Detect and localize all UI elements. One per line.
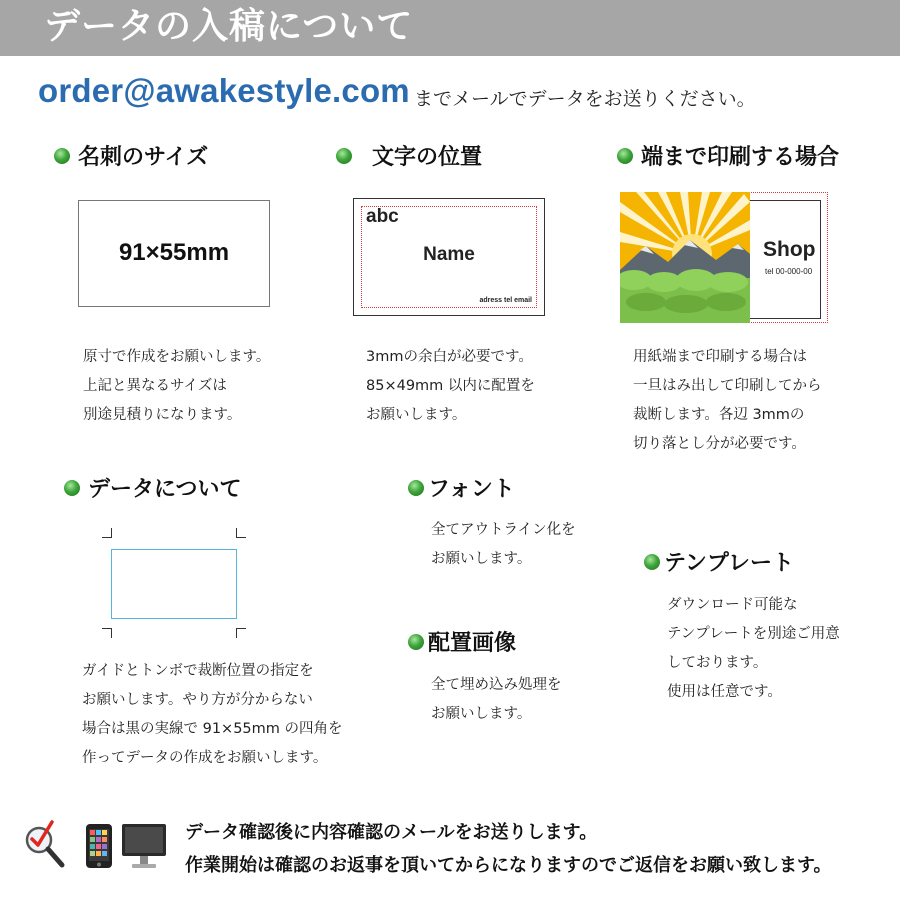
bullet-icon bbox=[336, 148, 352, 164]
text-line: ガイドとトンボで裁断位置の指定を bbox=[82, 663, 314, 679]
bullet-icon bbox=[644, 554, 660, 570]
section-heading-size bbox=[54, 144, 208, 172]
bullet-icon bbox=[64, 480, 80, 496]
template-description bbox=[667, 591, 840, 707]
section-heading-image bbox=[408, 630, 516, 658]
section-title: 端まで印刷する場合 bbox=[641, 145, 840, 170]
text-line: 作ってデータの作成をお願いします。 bbox=[82, 750, 328, 766]
text-line: 用紙端まで印刷する場合は bbox=[633, 349, 807, 365]
card-size-text: 91×55mm bbox=[118, 239, 230, 266]
section-heading-font bbox=[408, 476, 515, 504]
text-line: 一旦はみ出して印刷してから bbox=[633, 378, 822, 394]
text-line: お願いします。やり方が分からない bbox=[82, 692, 313, 708]
header-bar bbox=[0, 0, 900, 56]
section-title: 配置画像 bbox=[428, 631, 517, 656]
text-line: 3mmの余白が必要です。 bbox=[366, 349, 533, 365]
card-size-sample bbox=[78, 200, 270, 307]
card-name-text: Name bbox=[423, 244, 475, 265]
text-line: 原寸で作成をお願いします。 bbox=[83, 349, 271, 365]
section-title: 名刺のサイズ bbox=[78, 145, 209, 170]
text-line: 別途見積りになります。 bbox=[83, 407, 242, 423]
card-shop-text: Shop bbox=[763, 238, 816, 261]
text-line: お願いします。 bbox=[366, 407, 467, 423]
font-description bbox=[431, 516, 576, 574]
email-instruction: までメールでデータをお送りください。 bbox=[414, 88, 756, 110]
card-position-sample bbox=[353, 198, 545, 316]
text-line: お願いします。 bbox=[431, 551, 532, 567]
text-line: テンプレートを別途ご用意 bbox=[667, 626, 840, 642]
crop-mark-top-left bbox=[102, 528, 112, 538]
monitor-icon bbox=[122, 824, 166, 868]
text-line: 切り落とし分が必要です。 bbox=[633, 436, 806, 452]
section-heading-data bbox=[64, 476, 242, 504]
section-heading-position bbox=[336, 144, 482, 172]
position-description bbox=[366, 343, 535, 430]
text-line: 85×49mm 以内に配置を bbox=[366, 378, 535, 394]
text-line: しております。 bbox=[667, 655, 768, 671]
data-description bbox=[82, 657, 343, 773]
bullet-icon bbox=[54, 148, 70, 164]
text-line: 全てアウトライン化を bbox=[431, 522, 576, 538]
landscape-illustration bbox=[620, 192, 750, 323]
text-line: 全て埋め込み処理を bbox=[431, 677, 562, 693]
crop-mark-bottom-left bbox=[102, 628, 112, 638]
footer-line-1: データ確認後に内容確認のメールをお送りします。 bbox=[185, 822, 598, 843]
text-line: ダウンロード可能な bbox=[667, 597, 798, 613]
section-heading-bleed bbox=[617, 144, 839, 172]
size-description bbox=[83, 343, 270, 430]
text-line: お願いします。 bbox=[431, 706, 532, 722]
text-line: 場合は黒の実線で 91×55mm の四角を bbox=[82, 721, 343, 737]
page-title: データの入稿について bbox=[44, 6, 414, 47]
smartphone-icon bbox=[86, 824, 112, 868]
footer-line-2: 作業開始は確認のお返事を頂いてからになりますのでご返信をお願い致します。 bbox=[185, 855, 832, 876]
email-address[interactable]: order@awakestyle.com bbox=[38, 72, 410, 109]
crop-mark-top-right bbox=[236, 528, 246, 538]
image-description bbox=[431, 671, 562, 729]
section-title: 文字の位置 bbox=[372, 145, 483, 170]
magnifier-check-icon bbox=[27, 822, 62, 865]
bullet-icon bbox=[617, 148, 633, 164]
bullet-icon bbox=[408, 480, 424, 496]
section-heading-template bbox=[644, 550, 794, 578]
device-icons bbox=[22, 820, 172, 872]
card-abc-text: abc bbox=[366, 206, 399, 227]
bullet-icon bbox=[408, 634, 424, 650]
text-line: 上記と異なるサイズは bbox=[83, 378, 227, 394]
card-tel-text: tel 00-000-00 bbox=[765, 267, 813, 276]
text-line: 裁断します。各辺 3mmの bbox=[633, 407, 805, 423]
crop-mark-bottom-right bbox=[236, 628, 246, 638]
section-title: フォント bbox=[428, 477, 515, 502]
section-title: データについて bbox=[88, 477, 242, 502]
section-title: テンプレート bbox=[664, 551, 795, 576]
guide-rectangle bbox=[111, 549, 237, 619]
card-address-text: adress tel email bbox=[479, 297, 532, 304]
text-line: 使用は任意です。 bbox=[667, 684, 782, 700]
bleed-description bbox=[633, 343, 822, 459]
